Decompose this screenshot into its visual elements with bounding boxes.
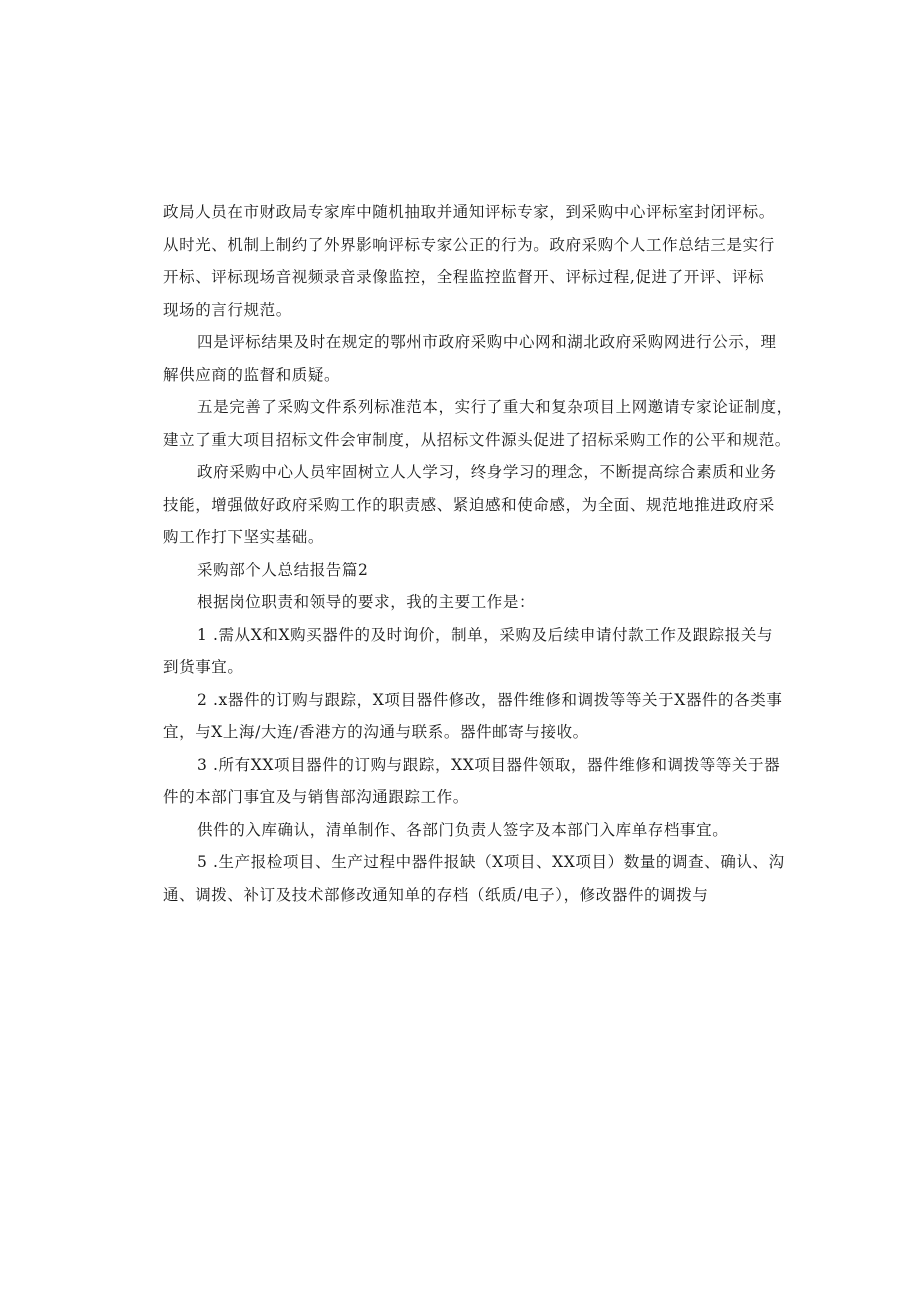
list-item-line: 1 .需从X和X购买器件的及时询价，制单，采购及后续申请付款工作及跟踪报关与 (197, 625, 774, 644)
text-line: 现场的言行规范。 (163, 300, 292, 319)
text-line: 到货事宜。 (163, 658, 244, 676)
text-line: 通、调拨、补订及技术部修改通知单的存档（纸质/电子），修改器件的调拨与 (163, 885, 709, 904)
text-line: 件的本部门事宜及与销售部沟通跟踪工作。 (163, 788, 469, 806)
text-line: 从时光、机制上制约了外界影响评标专家公正的行为。政府采购个人工作总结三是实行 (163, 235, 775, 254)
text-line: 解供应商的监督和质疑。 (163, 365, 341, 384)
list-item-line: 3 .所有XX项目器件的订购与跟踪，XX项目器件领取，器件维修和调拨等等关于器 (197, 755, 781, 774)
paragraph-start-line: 供件的入库确认，清单制作、各部门负责人签字及本部门入库单存档事宜。 (197, 820, 729, 839)
paragraph-start-line: 政府采购中心人员牢固树立人人学习，终身学习的理念，不断提高综合素质和业务 (197, 463, 777, 481)
section-heading: 采购部个人总结报告篇2 (197, 560, 369, 579)
text-line: 技能，增强做好政府采购工作的职责感、紧迫感和使命感，为全面、规范地推进政府采 (163, 495, 775, 514)
text-line: 宜，与X上海/大连/香港方的沟通与联系。器件邮寄与接收。 (163, 723, 589, 741)
text-line: 购工作打下坚实基础。 (163, 528, 325, 546)
paragraph-start-line: 四是评标结果及时在规定的鄂州市政府采购中心网和湖北政府采购网进行公示，理 (197, 333, 777, 351)
document-body (163, 196, 793, 911)
paragraph-start-line: 根据岗位职责和领导的要求，我的主要工作是： (197, 593, 536, 611)
paragraph-start-line: 五是完善了采购文件系列标准范本，实行了重大和复杂项目上网邀请专家论证制度， (197, 398, 793, 416)
list-item-line: 5 .生产报检项目、生产过程中器件报缺（X项目、XX项目）数量的调查、确认、沟 (197, 853, 785, 871)
list-item-line: 2 .x器件的订购与跟踪，X项目器件修改，器件维修和调拨等等关于X器件的各类事 (197, 690, 783, 709)
text-line: 政局人员在市财政局专家库中随机抽取并通知评标专家，到采购中心评标室封闭评标。 (163, 203, 775, 221)
text-line: 开标、评标现场音视频录音录像监控，全程监控监督开、评标过程,促进了开评、评标 (163, 268, 765, 286)
text-line: 建立了重大项目招标文件会审制度，从招标文件源头促进了招标采购工作的公平和规范。 (163, 430, 791, 449)
